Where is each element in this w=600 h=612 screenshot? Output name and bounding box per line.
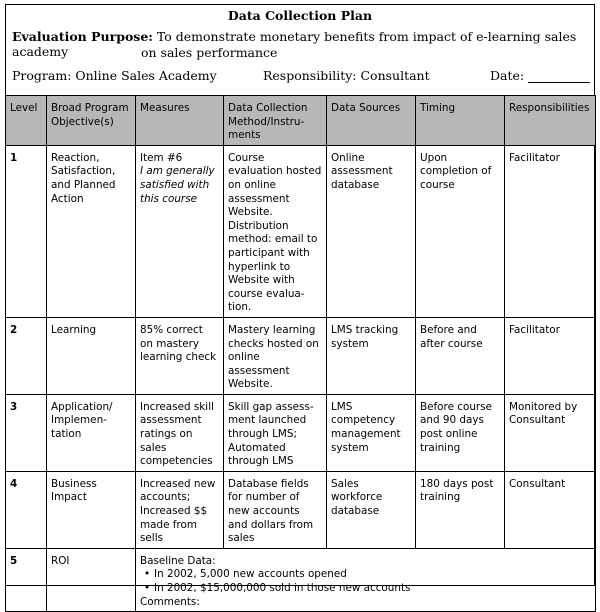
table-row bbox=[6, 317, 596, 394]
column-header-measures: Measures bbox=[136, 96, 224, 146]
timing-cell: Upon completion of course bbox=[416, 145, 505, 317]
column-header-timing: Timing bbox=[416, 96, 505, 146]
sources-cell: LMS tracking system bbox=[327, 317, 416, 394]
measures-cell bbox=[136, 145, 224, 317]
table-header-row bbox=[6, 96, 596, 146]
objective-cell: Reaction, Satisfaction, and Planned Action bbox=[47, 145, 136, 317]
responsibilities-cell: Facilitator bbox=[505, 317, 596, 394]
baseline-list bbox=[140, 568, 591, 595]
list-item: • In 2002, $15,000,000 sold in those new accounts bbox=[154, 582, 591, 596]
table-row bbox=[6, 394, 596, 471]
baseline-label: Baseline Data: bbox=[140, 554, 216, 567]
measures-cell: Increased new accounts; Increased $$ made from sells bbox=[136, 471, 224, 548]
column-header-level: Level bbox=[6, 96, 47, 146]
responsibilities-cell: Monitored by Consultant bbox=[505, 394, 596, 471]
date-field bbox=[490, 68, 590, 83]
objective-cell: Application/ Implemen-tation bbox=[47, 394, 136, 471]
timing-cell: Before course and 90 days post online training bbox=[416, 394, 505, 471]
evaluation-purpose-label: Evaluation Purpose: bbox=[12, 29, 153, 44]
sources-cell: Sales workforce database bbox=[327, 471, 416, 548]
roi-row bbox=[6, 548, 596, 611]
responsibility-label: Responsibility: Consultant bbox=[263, 68, 430, 83]
measures-cell: 85% correct on mastery learning check bbox=[136, 317, 224, 394]
data-collection-table bbox=[5, 95, 596, 612]
measures-item: Item #6 bbox=[140, 151, 183, 164]
date-blank-line bbox=[528, 70, 590, 83]
roi-details-cell bbox=[136, 548, 596, 611]
objective-cell: ROI bbox=[47, 548, 136, 611]
level-cell: 2 bbox=[6, 317, 47, 394]
sources-cell: LMS competency management system bbox=[327, 394, 416, 471]
column-header-sources: Data Sources bbox=[327, 96, 416, 146]
sources-cell: Online assessment database bbox=[327, 145, 416, 317]
program-label: Program: Online Sales Academy bbox=[12, 68, 217, 83]
table-row bbox=[6, 471, 596, 548]
date-label: Date: bbox=[490, 68, 525, 83]
method-cell: Course evaluation hosted on online assessment Website. Distribution method: email to participant with hyperlink to Website with course evalua-tion. bbox=[224, 145, 327, 317]
responsibilities-cell: Consultant bbox=[505, 471, 596, 548]
measures-note: I am generally satisfied with this course bbox=[140, 165, 215, 205]
column-header-method: Data Collection Method/Instru-ments bbox=[224, 96, 327, 146]
page-title: Data Collection Plan bbox=[227, 8, 373, 23]
objective-cell: Learning bbox=[47, 317, 136, 394]
table-row bbox=[6, 145, 596, 317]
objective-cell: Business Impact bbox=[47, 471, 136, 548]
timing-cell: 180 days post training bbox=[416, 471, 505, 548]
measures-cell: Increased skill assessment ratings on sales competencies bbox=[136, 394, 224, 471]
level-cell: 5 bbox=[6, 548, 47, 611]
column-header-responsibilities: Responsibilities bbox=[505, 96, 596, 146]
level-cell: 1 bbox=[6, 145, 47, 317]
method-cell: Database fields for number of new accounts and dollars from sales bbox=[224, 471, 327, 548]
data-collection-plan-page bbox=[5, 4, 595, 608]
method-cell: Skill gap assess-ment launched through LMS; Automated through LMS bbox=[224, 394, 327, 471]
evaluation-purpose-text: To demonstrate monetary benefits from impact of e-learning sales academy bbox=[12, 29, 577, 59]
level-cell: 4 bbox=[6, 471, 47, 548]
level-cell: 3 bbox=[6, 394, 47, 471]
responsibilities-cell: Facilitator bbox=[505, 145, 596, 317]
timing-cell: Before and after course bbox=[416, 317, 505, 394]
comments-label: Comments: bbox=[140, 595, 200, 608]
column-header-objectives: Broad Program Objective(s) bbox=[47, 96, 136, 146]
method-cell: Mastery learning checks hosted on online assessment Website. bbox=[224, 317, 327, 394]
list-item: • In 2002, 5,000 new accounts opened bbox=[154, 568, 591, 582]
evaluation-purpose-continued: on sales performance bbox=[141, 45, 278, 60]
